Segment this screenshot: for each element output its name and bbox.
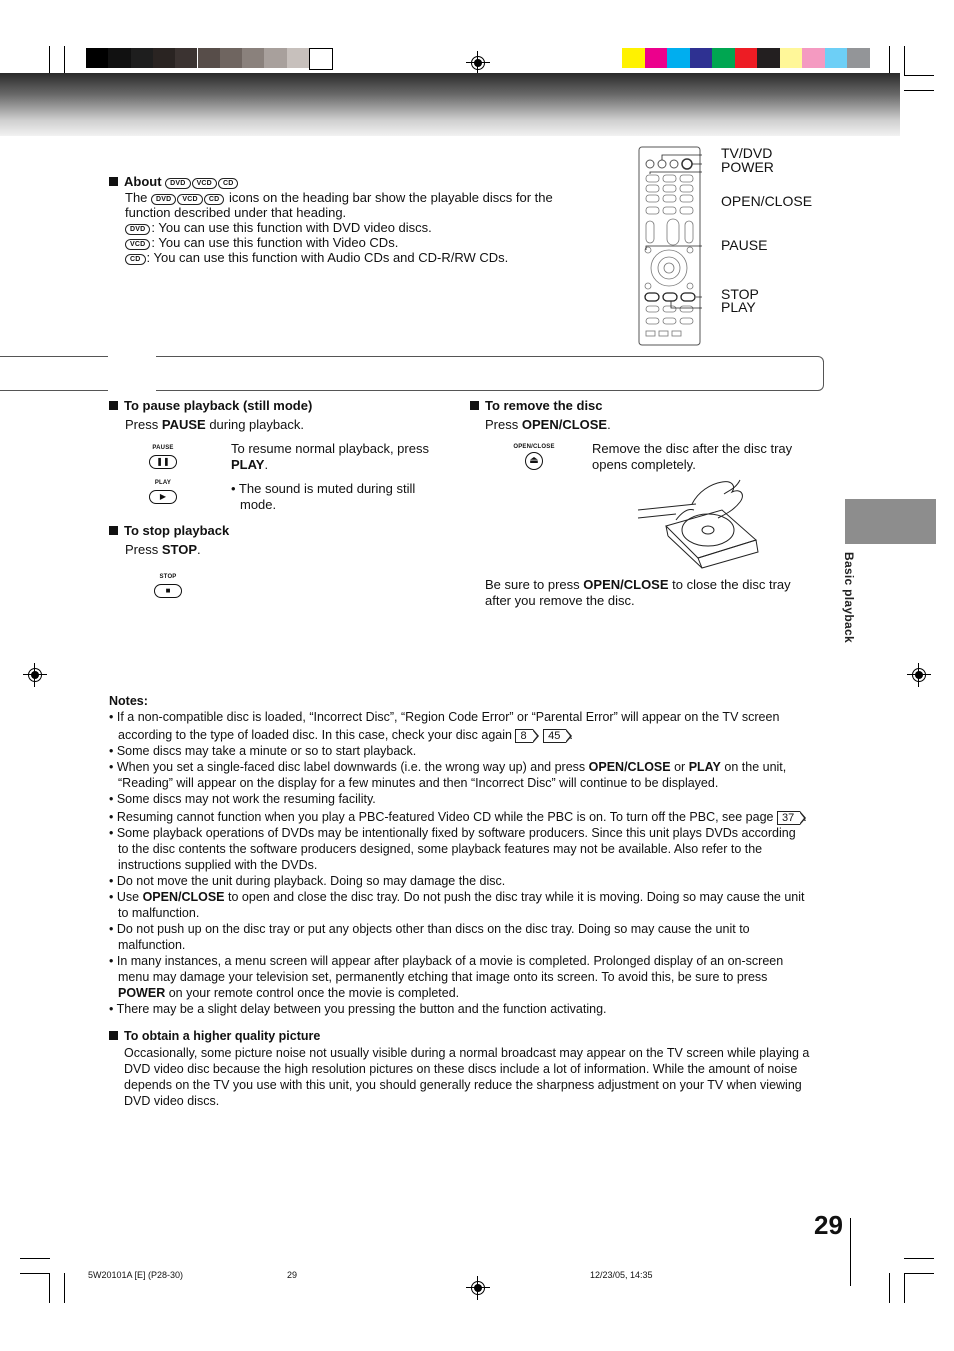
crop-mark [64, 46, 65, 76]
crop-mark [904, 1273, 905, 1303]
page-number: 29 [814, 1210, 843, 1240]
crop-mark [904, 46, 905, 76]
remote-control-illustration [638, 146, 702, 346]
color-swatch [735, 48, 758, 68]
color-swatch [802, 48, 825, 68]
registration-mark-icon [907, 663, 931, 687]
page-ref: 37 [777, 811, 800, 825]
page-ref: 45 [543, 729, 566, 743]
heading-bar-tab [108, 354, 156, 357]
about-heading: About DVD VCD CD [109, 174, 239, 189]
stop-button-icon: STOP ■ [151, 574, 185, 598]
pause-heading: To pause playback (still mode) [109, 398, 312, 413]
remote-label-stop: STOP [721, 286, 759, 302]
heading-bar-tab [108, 388, 156, 391]
page-number-rule [850, 1218, 851, 1286]
color-swatch [780, 48, 803, 68]
stop-instruction: Press STOP. [125, 542, 201, 557]
crop-mark [904, 1258, 934, 1259]
color-swatch [622, 48, 645, 68]
remote-label-power: POWER [721, 159, 774, 175]
section-heading-bar [0, 356, 824, 391]
color-swatch [757, 48, 780, 68]
remote-label-play: PLAY [721, 299, 756, 315]
gray-swatch [309, 48, 333, 70]
quality-heading: To obtain a higher quality picture [109, 1029, 320, 1043]
pause-instruction: Press PAUSE during playback. [125, 417, 304, 432]
gray-swatch [198, 48, 220, 68]
pause-button-icon: PAUSE ❚❚ [146, 445, 180, 469]
footer-left: 5W20101A [E] (P28-30) [88, 1270, 184, 1280]
color-swatch [645, 48, 668, 68]
notes-section: Notes: • If a non-compatible disc is loaded, “Incorrect Disc”, “Region Code Error” or “Parental Error” will appear on the TV screen according to the type of loaded disc. In this case, check your disc again 8 45 . • Some discs may take a minute or so to start playback. • When you set a single-faced disc label downwards (i.e. the wrong way up) and press OPEN/CLOSE or PLAY on the unit, “Reading” will appear on the display for a few minutes and then “Incorrect Disc” will continue to be displayed. • Some discs may not work the resuming facility. • Resuming cannot function when you play a PBC-featured Video CD while the PBC is on. To turn off the PBC, see page 37 . • Some playback operations of DVDs may be intentionally fixed by software producers. Since this unit plays DVDs according to the disc contents the software producers designed, some playback features may not be available. Also refer to the instructions supplied with the DVDs. • Do not move the unit during playback. Doing so may damage the disc. • Use OPEN/CLOSE to open and close the disc tray. Do not push the disc tray while it is moving. Doing so may cause the unit to malfunction. • Do not push up on the disc tray or put any objects other than discs on the disc tray. Doing so may cause the unit to malfunction. • In many instances, a menu screen will appear after playback of a movie is completed. Prolonged display of an on-screen menu may damage your television set, permanently etching that image onto its screen. To avoid this, be sure to press POWER on your remote control once the movie is completed. • There may be a slight delay between you pressing the button and the function activating. [109, 693, 839, 1017]
color-swatch [667, 48, 690, 68]
about-body: The DVD VCD CD icons on the heading bar show the playable discs for the function described under that heading. DVD : You can use this function with DVD video discs. VCD : You can use this function with Video CDs. CD : You can use this function with Audio CDs and CD-R/RW CDs. [125, 190, 553, 265]
header-bar [0, 73, 900, 136]
side-tab-label: Basic playback [842, 552, 856, 643]
quality-body: Occasionally, some picture noise not usually visible during a normal broadcast may appear on the TV screen while playing a DVD video disc because the high resolution pictures on these discs include a lot of information. While the amount of noise depends on the TV you use with this unit, you should generally reduce the sharpness adjustment on your TV when viewing DVD video discs. [124, 1046, 810, 1108]
color-swatch [712, 48, 735, 68]
gray-swatch [220, 48, 242, 68]
crop-mark [904, 1273, 934, 1274]
crop-mark [904, 90, 934, 91]
pause-muted-note: • The sound is muted during still mode. [231, 481, 416, 512]
gray-swatch [175, 48, 197, 68]
gray-swatch [131, 48, 153, 68]
color-swatch [847, 48, 870, 68]
gray-swatch [264, 48, 286, 68]
crop-mark [889, 1273, 890, 1303]
gray-swatch [86, 48, 108, 68]
color-swatch [690, 48, 713, 68]
footer-center: 29 [287, 1270, 298, 1280]
remote-label-tvdvd: TV/DVD [721, 145, 773, 161]
remove-disc-text: Remove the disc after the disc tray opens completely. [592, 441, 793, 472]
stop-heading: To stop playback [109, 523, 229, 538]
chapter-side-tab [845, 499, 936, 544]
close-tray-text: Be sure to press OPEN/CLOSE to close the disc tray after you remove the disc. [485, 577, 791, 608]
disc-tray-illustration [636, 474, 766, 570]
page-ref: 8 [515, 729, 532, 743]
crop-mark [889, 46, 890, 76]
play-button-icon: PLAY ▶ [146, 480, 180, 504]
remote-label-pause: PAUSE [721, 237, 768, 253]
registration-mark-icon [466, 1276, 490, 1300]
registration-mark-icon [23, 663, 47, 687]
remove-heading: To remove the disc [470, 398, 603, 413]
crop-mark [20, 1258, 50, 1259]
open-close-button-icon: OPEN/CLOSE ⏏ [512, 444, 556, 470]
crop-mark [904, 75, 934, 76]
notes-title: Notes: [109, 694, 148, 708]
gray-swatch [153, 48, 175, 68]
crop-mark [49, 1273, 50, 1303]
gray-swatch [108, 48, 130, 68]
gray-swatch [287, 48, 309, 68]
crop-mark [20, 1273, 50, 1274]
crop-mark [49, 46, 50, 76]
remote-label-open-close: OPEN/CLOSE [721, 193, 813, 209]
color-swatch [825, 48, 848, 68]
gray-swatch [242, 48, 264, 68]
footer-right: 12/23/05, 14:35 [590, 1270, 653, 1280]
remove-instruction: Press OPEN/CLOSE. [485, 417, 611, 432]
registration-mark-icon [466, 51, 490, 75]
crop-mark [64, 1273, 65, 1303]
pause-resume-text: To resume normal playback, press PLAY. [231, 441, 429, 472]
